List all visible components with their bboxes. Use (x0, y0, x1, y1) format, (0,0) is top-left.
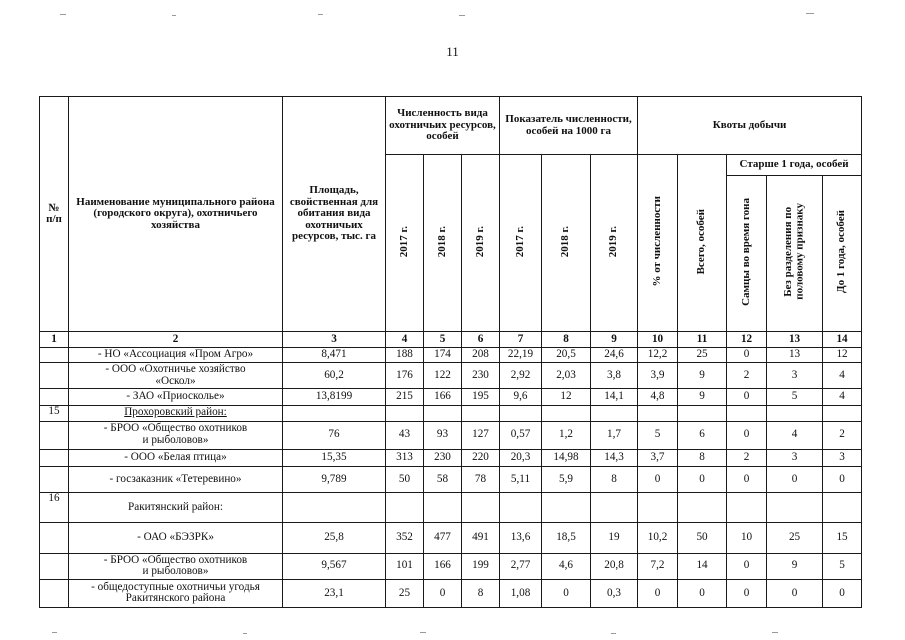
value-cell: 313 (386, 449, 424, 467)
value-cell: 25,8 (283, 522, 386, 553)
value-cell: 20,5 (542, 347, 591, 363)
value-cell: 0 (727, 467, 767, 493)
value-cell: 199 (462, 553, 500, 579)
empty-cell (767, 406, 823, 422)
value-cell: 0 (767, 579, 823, 607)
empty-cell (823, 406, 862, 422)
value-cell: 6 (678, 421, 727, 449)
value-cell: 10 (727, 522, 767, 553)
value-cell: 9,789 (283, 467, 386, 493)
empty-cell (591, 493, 638, 522)
value-cell: 1,08 (500, 579, 542, 607)
header-num: № п/п (40, 97, 69, 332)
value-cell: 12,2 (638, 347, 678, 363)
value-cell: 60,2 (283, 363, 386, 389)
value-cell: 14,1 (591, 389, 638, 406)
value-cell: 15,35 (283, 449, 386, 467)
value-cell: 14,3 (591, 449, 638, 467)
value-cell: 0 (727, 347, 767, 363)
value-cell: 5,11 (500, 467, 542, 493)
column-index-cell: 10 (638, 332, 678, 348)
value-cell: 43 (386, 421, 424, 449)
empty-cell (424, 406, 462, 422)
value-cell: 3 (767, 449, 823, 467)
value-cell: 0 (542, 579, 591, 607)
value-cell: 230 (462, 363, 500, 389)
value-cell: 13,6 (500, 522, 542, 553)
header-pop-2017: 2017 г. (386, 155, 424, 332)
value-cell: 5 (638, 421, 678, 449)
value-cell: 5 (823, 553, 862, 579)
header-under1: До 1 года, особей (823, 176, 862, 332)
row-number-cell (40, 579, 69, 607)
empty-cell (283, 493, 386, 522)
empty-cell (638, 406, 678, 422)
value-cell: 0 (638, 579, 678, 607)
value-cell: 24,6 (591, 347, 638, 363)
value-cell: 477 (424, 522, 462, 553)
table-row (40, 467, 862, 493)
empty-cell (591, 406, 638, 422)
region-name: Прохоровский район: (69, 406, 283, 422)
value-cell: 2 (823, 421, 862, 449)
value-cell: 9 (767, 553, 823, 579)
value-cell: 5,9 (542, 467, 591, 493)
empty-cell (678, 493, 727, 522)
value-cell: 50 (386, 467, 424, 493)
hunting-farm-name: - госзаказник «Тетеревино» (69, 467, 283, 493)
header-area: Площадь, свойственная для обитания вида охотничьих ресурсов, тыс. га (283, 97, 386, 332)
header-name: Наименование муниципального района (городского округа), охотничьего хозяйства (69, 97, 283, 332)
row-number-cell (40, 389, 69, 406)
value-cell: 195 (462, 389, 500, 406)
value-cell: 14,98 (542, 449, 591, 467)
value-cell: 4,8 (638, 389, 678, 406)
value-cell: 7,2 (638, 553, 678, 579)
empty-cell (386, 406, 424, 422)
row-number-cell (40, 421, 69, 449)
value-cell: 4 (823, 389, 862, 406)
hunting-farm-name: - ООО «Охотничье хозяйство «Оскол» (69, 363, 283, 389)
value-cell: 3,7 (638, 449, 678, 467)
value-cell: 13,8199 (283, 389, 386, 406)
value-cell: 12 (823, 347, 862, 363)
value-cell: 13 (767, 347, 823, 363)
value-cell: 208 (462, 347, 500, 363)
empty-cell (638, 493, 678, 522)
value-cell: 76 (283, 421, 386, 449)
empty-cell (727, 493, 767, 522)
value-cell: 0 (727, 421, 767, 449)
value-cell: 127 (462, 421, 500, 449)
empty-cell (424, 493, 462, 522)
hunting-farm-name: - ООО «Белая птица» (69, 449, 283, 467)
hunting-farm-name: - БРОО «Общество охотников и рыболовов» (69, 553, 283, 579)
header-nosex: Без разделения по половому признаку (767, 176, 823, 332)
value-cell: 4,6 (542, 553, 591, 579)
region-row (40, 406, 862, 422)
column-index-cell: 8 (542, 332, 591, 348)
empty-cell (542, 493, 591, 522)
row-number-cell (40, 363, 69, 389)
hunting-farm-name: - ЗАО «Приосколье» (69, 389, 283, 406)
value-cell: 8 (462, 579, 500, 607)
value-cell: 14 (678, 553, 727, 579)
value-cell: 8 (591, 467, 638, 493)
value-cell: 352 (386, 522, 424, 553)
value-cell: 0 (727, 553, 767, 579)
value-cell: 220 (462, 449, 500, 467)
value-cell: 10,2 (638, 522, 678, 553)
header-density-2019: 2019 г. (591, 155, 638, 332)
value-cell: 0 (767, 467, 823, 493)
value-cell: 2,03 (542, 363, 591, 389)
value-cell: 491 (462, 522, 500, 553)
header-population: Численность вида охотничьих ресурсов, особей (386, 97, 500, 155)
value-cell: 22,19 (500, 347, 542, 363)
row-number-cell (40, 347, 69, 363)
empty-cell (542, 406, 591, 422)
table-row (40, 363, 862, 389)
row-number-cell (40, 522, 69, 553)
empty-cell (678, 406, 727, 422)
value-cell: 25 (386, 579, 424, 607)
table-row (40, 389, 862, 406)
value-cell: 174 (424, 347, 462, 363)
value-cell: 176 (386, 363, 424, 389)
value-cell: 122 (424, 363, 462, 389)
column-index-cell: 6 (462, 332, 500, 348)
row-number-cell (40, 467, 69, 493)
value-cell: 8,471 (283, 347, 386, 363)
empty-cell (823, 493, 862, 522)
value-cell: 2,77 (500, 553, 542, 579)
table-row (40, 449, 862, 467)
value-cell: 0 (727, 579, 767, 607)
value-cell: 9 (678, 389, 727, 406)
value-cell: 0 (823, 579, 862, 607)
column-index-cell: 9 (591, 332, 638, 348)
value-cell: 19 (591, 522, 638, 553)
value-cell: 20,3 (500, 449, 542, 467)
column-index-row (40, 332, 862, 348)
empty-cell (500, 406, 542, 422)
value-cell: 2 (727, 449, 767, 467)
header-pop-2019: 2019 г. (462, 155, 500, 332)
header-males: Самцы во время гона (727, 176, 767, 332)
value-cell: 3,9 (638, 363, 678, 389)
column-index-cell: 2 (69, 332, 283, 348)
header-density-2017: 2017 г. (500, 155, 542, 332)
value-cell: 166 (424, 389, 462, 406)
value-cell: 0,57 (500, 421, 542, 449)
region-row (40, 493, 862, 522)
value-cell: 166 (424, 553, 462, 579)
column-index-cell: 13 (767, 332, 823, 348)
value-cell: 101 (386, 553, 424, 579)
region-number: 15 (40, 406, 69, 422)
empty-cell (283, 406, 386, 422)
value-cell: 9,567 (283, 553, 386, 579)
hunting-farm-name: - БРОО «Общество охотников и рыболовов» (69, 421, 283, 449)
value-cell: 1,7 (591, 421, 638, 449)
value-cell: 0 (678, 467, 727, 493)
hunting-farm-name: - НО «Ассоциация «Пром Агро» (69, 347, 283, 363)
value-cell: 78 (462, 467, 500, 493)
value-cell: 0 (638, 467, 678, 493)
column-index-cell: 12 (727, 332, 767, 348)
value-cell: 3 (767, 363, 823, 389)
hunting-farm-name: - ОАО «БЭЗРК» (69, 522, 283, 553)
value-cell: 50 (678, 522, 727, 553)
empty-cell (462, 406, 500, 422)
header-older: Старше 1 года, особей (727, 155, 862, 176)
column-index-cell: 1 (40, 332, 69, 348)
table-row (40, 421, 862, 449)
value-cell: 15 (823, 522, 862, 553)
value-cell: 12 (542, 389, 591, 406)
value-cell: 25 (767, 522, 823, 553)
value-cell: 2,92 (500, 363, 542, 389)
value-cell: 0 (424, 579, 462, 607)
region-number: 16 (40, 493, 69, 522)
value-cell: 23,1 (283, 579, 386, 607)
value-cell: 58 (424, 467, 462, 493)
empty-cell (386, 493, 424, 522)
column-index-cell: 14 (823, 332, 862, 348)
value-cell: 4 (823, 363, 862, 389)
value-cell: 4 (767, 421, 823, 449)
value-cell: 230 (424, 449, 462, 467)
empty-cell (767, 493, 823, 522)
value-cell: 9 (678, 363, 727, 389)
value-cell: 18,5 (542, 522, 591, 553)
empty-cell (727, 406, 767, 422)
header-density: Показатель численности, особей на 1000 га (500, 97, 638, 155)
header-pop-2018: 2018 г. (424, 155, 462, 332)
page-number: 11 (446, 44, 459, 59)
value-cell: 9,6 (500, 389, 542, 406)
value-cell: 20,8 (591, 553, 638, 579)
row-number-cell (40, 553, 69, 579)
region-name: Ракитянский район: (69, 493, 283, 522)
value-cell: 0 (727, 389, 767, 406)
header-density-2018: 2018 г. (542, 155, 591, 332)
column-index-cell: 3 (283, 332, 386, 348)
table-row (40, 522, 862, 553)
column-index-cell: 4 (386, 332, 424, 348)
value-cell: 3 (823, 449, 862, 467)
value-cell: 8 (678, 449, 727, 467)
value-cell: 2 (727, 363, 767, 389)
table-row (40, 347, 862, 363)
empty-cell (462, 493, 500, 522)
column-index-cell: 11 (678, 332, 727, 348)
hunting-farm-name: - общедоступные охотничьи угодья Ракитянского района (69, 579, 283, 607)
column-index-cell: 7 (500, 332, 542, 348)
value-cell: 25 (678, 347, 727, 363)
value-cell: 0 (678, 579, 727, 607)
header-total: Всего, особей (678, 155, 727, 332)
header-quotas: Квоты добычи (638, 97, 862, 155)
value-cell: 3,8 (591, 363, 638, 389)
empty-cell (500, 493, 542, 522)
table-row (40, 553, 862, 579)
value-cell: 93 (424, 421, 462, 449)
value-cell: 0 (823, 467, 862, 493)
value-cell: 5 (767, 389, 823, 406)
header-pct: % от численности (638, 155, 678, 332)
value-cell: 188 (386, 347, 424, 363)
row-number-cell (40, 449, 69, 467)
value-cell: 1,2 (542, 421, 591, 449)
table-row (40, 579, 862, 607)
column-index-cell: 5 (424, 332, 462, 348)
quota-table (39, 96, 862, 608)
value-cell: 215 (386, 389, 424, 406)
value-cell: 0,3 (591, 579, 638, 607)
